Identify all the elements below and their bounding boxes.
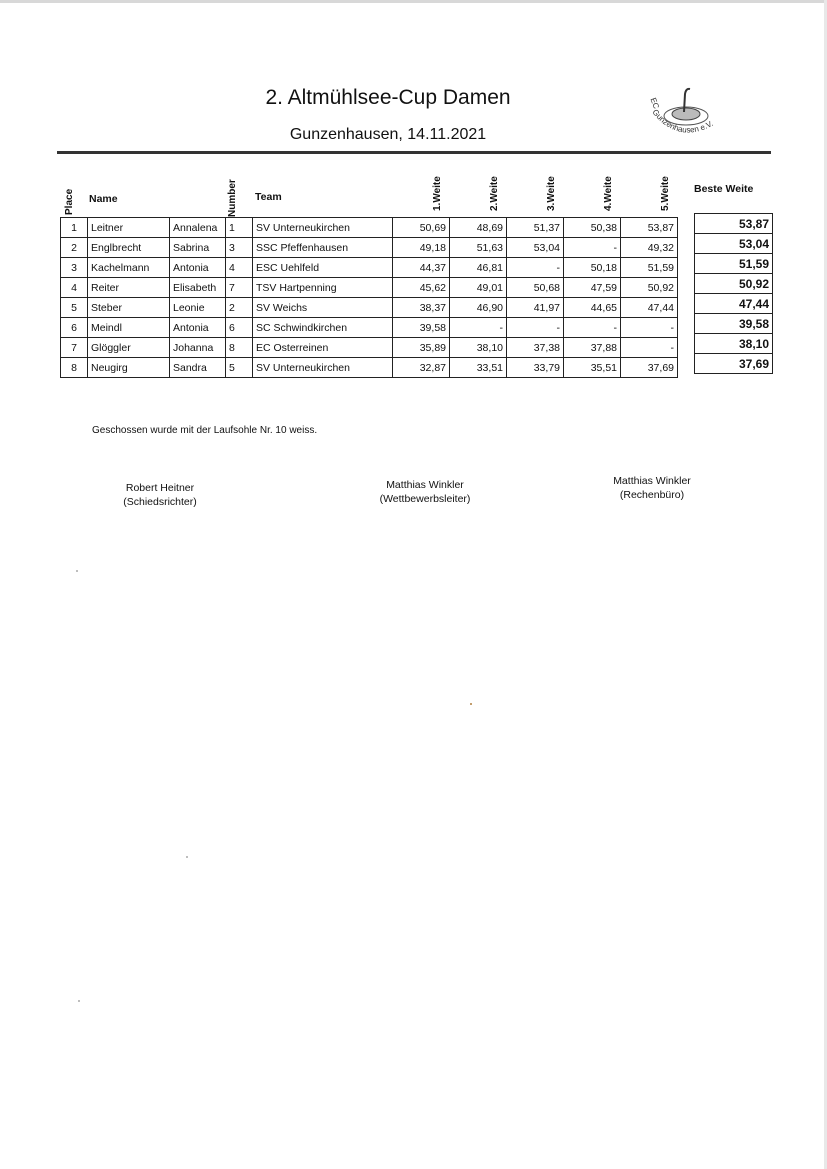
header-beste-weite: Beste Weite bbox=[694, 183, 754, 195]
table-row bbox=[61, 298, 678, 318]
cell-weite-5: - bbox=[621, 318, 678, 338]
page-title: 2. Altmühlsee-Cup Damen bbox=[265, 86, 511, 109]
cell-first-name: Antonia bbox=[170, 258, 226, 278]
eisstock-logo-icon bbox=[638, 84, 736, 144]
cell-weite-2: 46,90 bbox=[450, 298, 507, 318]
cell-number: 8 bbox=[226, 338, 253, 358]
header-weite-4: 4.Weite bbox=[603, 176, 614, 211]
cell-team: SSC Pfeffenhausen bbox=[253, 238, 393, 258]
cell-weite-1: 50,69 bbox=[393, 218, 450, 238]
cell-weite-5: 50,92 bbox=[621, 278, 678, 298]
cell-number: 7 bbox=[226, 278, 253, 298]
signature-role: (Wettbewerbsleiter) bbox=[379, 493, 471, 505]
cell-team: ESC Uehlfeld bbox=[253, 258, 393, 278]
cell-weite-3: - bbox=[507, 318, 564, 338]
header-name: Name bbox=[89, 193, 118, 205]
cell-first-name: Johanna bbox=[170, 338, 226, 358]
cell-number: 4 bbox=[226, 258, 253, 278]
cell-place: 2 bbox=[61, 238, 88, 258]
cell-team: SC Schwindkirchen bbox=[253, 318, 393, 338]
signature-competition-lead bbox=[325, 478, 525, 506]
cell-team: SV Weichs bbox=[253, 298, 393, 318]
cell-weite-2: 48,69 bbox=[450, 218, 507, 238]
cell-last-name: Englbrecht bbox=[88, 238, 170, 258]
cell-number: 3 bbox=[226, 238, 253, 258]
table-row bbox=[61, 358, 678, 378]
cell-number: 5 bbox=[226, 358, 253, 378]
cell-weite-1: 38,37 bbox=[393, 298, 450, 318]
table-row bbox=[695, 354, 773, 374]
table-row bbox=[695, 214, 773, 234]
cell-best: 38,10 bbox=[695, 334, 773, 354]
page-subtitle: Gunzenhausen, 14.11.2021 bbox=[289, 126, 487, 143]
cell-weite-4: 50,18 bbox=[564, 258, 621, 278]
cell-weite-1: 49,18 bbox=[393, 238, 450, 258]
cell-last-name: Steber bbox=[88, 298, 170, 318]
best-distance-table bbox=[694, 213, 773, 374]
signature-name: Matthias Winkler bbox=[613, 475, 691, 487]
cell-weite-2: - bbox=[450, 318, 507, 338]
cell-weite-4: 47,59 bbox=[564, 278, 621, 298]
signature-scoring-office bbox=[552, 474, 752, 502]
cell-last-name: Meindl bbox=[88, 318, 170, 338]
cell-place: 4 bbox=[61, 278, 88, 298]
table-row bbox=[695, 274, 773, 294]
cell-weite-2: 46,81 bbox=[450, 258, 507, 278]
cell-weite-4: 50,38 bbox=[564, 218, 621, 238]
cell-place: 6 bbox=[61, 318, 88, 338]
cell-weite-5: 37,69 bbox=[621, 358, 678, 378]
cell-place: 1 bbox=[61, 218, 88, 238]
cell-number: 6 bbox=[226, 318, 253, 338]
header-rule bbox=[57, 151, 771, 154]
signature-referee bbox=[60, 481, 260, 509]
cell-weite-5: - bbox=[621, 338, 678, 358]
table-row bbox=[695, 314, 773, 334]
cell-first-name: Leonie bbox=[170, 298, 226, 318]
footnote: Geschossen wurde mit der Laufsohle Nr. 10 weiss. bbox=[92, 425, 318, 436]
signature-role: (Rechenbüro) bbox=[619, 489, 685, 501]
cell-last-name: Glöggler bbox=[88, 338, 170, 358]
cell-weite-3: 53,04 bbox=[507, 238, 564, 258]
scan-speck bbox=[186, 856, 188, 858]
cell-weite-1: 32,87 bbox=[393, 358, 450, 378]
cell-weite-2: 38,10 bbox=[450, 338, 507, 358]
cell-team: TSV Hartpenning bbox=[253, 278, 393, 298]
cell-weite-1: 39,58 bbox=[393, 318, 450, 338]
cell-best: 53,04 bbox=[695, 234, 773, 254]
header-team: Team bbox=[255, 191, 282, 203]
cell-place: 3 bbox=[61, 258, 88, 278]
club-logo bbox=[638, 84, 736, 144]
cell-number: 2 bbox=[226, 298, 253, 318]
cell-last-name: Kachelmann bbox=[88, 258, 170, 278]
cell-weite-3: - bbox=[507, 258, 564, 278]
scan-speck bbox=[78, 1000, 80, 1002]
cell-best: 37,69 bbox=[695, 354, 773, 374]
cell-team: SV Unterneukirchen bbox=[253, 218, 393, 238]
cell-weite-3: 37,38 bbox=[507, 338, 564, 358]
scan-edge-top bbox=[0, 0, 827, 3]
cell-weite-3: 51,37 bbox=[507, 218, 564, 238]
header-weite-3: 3.Weite bbox=[546, 176, 557, 211]
cell-best: 39,58 bbox=[695, 314, 773, 334]
cell-weite-4: 44,65 bbox=[564, 298, 621, 318]
results-table bbox=[60, 217, 678, 378]
signature-name: Matthias Winkler bbox=[386, 479, 464, 491]
cell-number: 1 bbox=[226, 218, 253, 238]
cell-team: SV Unterneukirchen bbox=[253, 358, 393, 378]
cell-weite-4: - bbox=[564, 318, 621, 338]
header-number: Number bbox=[227, 179, 238, 217]
cell-best: 51,59 bbox=[695, 254, 773, 274]
header-place: Place bbox=[64, 188, 75, 215]
header-weite-1: 1.Weite bbox=[432, 176, 443, 211]
cell-weite-4: 37,88 bbox=[564, 338, 621, 358]
table-row bbox=[61, 218, 678, 238]
cell-best: 53,87 bbox=[695, 214, 773, 234]
table-row bbox=[695, 234, 773, 254]
cell-last-name: Neugirg bbox=[88, 358, 170, 378]
table-row bbox=[61, 238, 678, 258]
scan-speck bbox=[76, 570, 78, 572]
signature-role: (Schiedsrichter) bbox=[123, 496, 197, 508]
header-weite-5: 5.Weite bbox=[660, 176, 671, 211]
table-row bbox=[695, 294, 773, 314]
header-weite-2: 2.Weite bbox=[489, 176, 500, 211]
cell-place: 7 bbox=[61, 338, 88, 358]
cell-last-name: Leitner bbox=[88, 218, 170, 238]
cell-weite-1: 44,37 bbox=[393, 258, 450, 278]
cell-first-name: Antonia bbox=[170, 318, 226, 338]
logo-text-arc: Gunzenhausen e.V. bbox=[650, 107, 715, 135]
cell-last-name: Reiter bbox=[88, 278, 170, 298]
cell-best: 50,92 bbox=[695, 274, 773, 294]
cell-first-name: Elisabeth bbox=[170, 278, 226, 298]
table-row bbox=[61, 278, 678, 298]
scan-speck bbox=[470, 703, 472, 705]
cell-best: 47,44 bbox=[695, 294, 773, 314]
cell-place: 5 bbox=[61, 298, 88, 318]
table-row bbox=[695, 334, 773, 354]
cell-place: 8 bbox=[61, 358, 88, 378]
cell-weite-1: 35,89 bbox=[393, 338, 450, 358]
table-row bbox=[61, 318, 678, 338]
logo-text-ec: EC bbox=[648, 96, 661, 111]
signature-name: Robert Heitner bbox=[125, 482, 195, 494]
table-row bbox=[695, 254, 773, 274]
cell-first-name: Sandra bbox=[170, 358, 226, 378]
cell-weite-5: 51,59 bbox=[621, 258, 678, 278]
cell-weite-3: 50,68 bbox=[507, 278, 564, 298]
cell-first-name: Annalena bbox=[170, 218, 226, 238]
table-row bbox=[61, 258, 678, 278]
cell-weite-5: 49,32 bbox=[621, 238, 678, 258]
cell-weite-4: - bbox=[564, 238, 621, 258]
cell-weite-5: 53,87 bbox=[621, 218, 678, 238]
cell-weite-2: 33,51 bbox=[450, 358, 507, 378]
cell-weite-1: 45,62 bbox=[393, 278, 450, 298]
table-row bbox=[61, 338, 678, 358]
cell-weite-2: 51,63 bbox=[450, 238, 507, 258]
cell-weite-4: 35,51 bbox=[564, 358, 621, 378]
cell-first-name: Sabrina bbox=[170, 238, 226, 258]
cell-weite-2: 49,01 bbox=[450, 278, 507, 298]
cell-team: EC Osterreinen bbox=[253, 338, 393, 358]
cell-weite-3: 33,79 bbox=[507, 358, 564, 378]
cell-weite-3: 41,97 bbox=[507, 298, 564, 318]
cell-weite-5: 47,44 bbox=[621, 298, 678, 318]
